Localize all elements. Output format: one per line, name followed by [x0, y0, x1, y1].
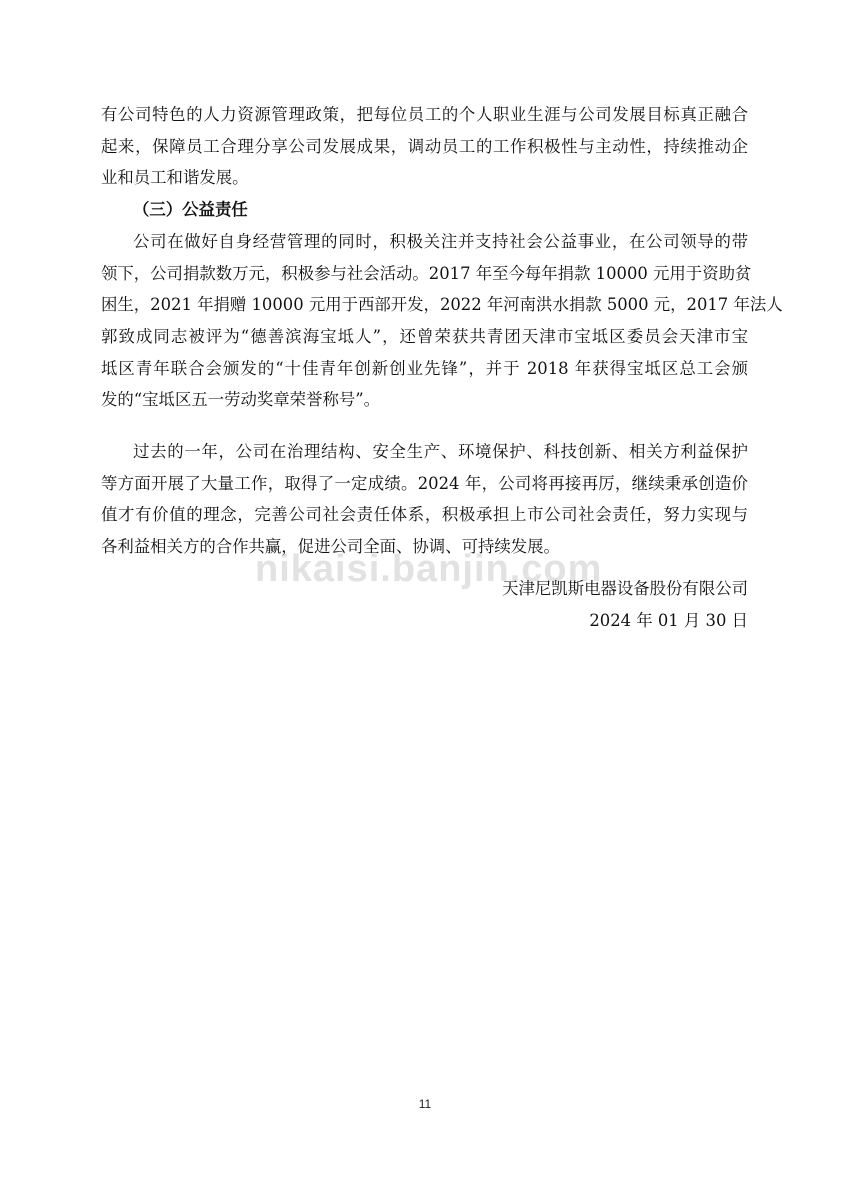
signature-date: 2024 年 01 月 30 日 — [589, 611, 748, 630]
watermark-text: nikaisi.banjin.com — [255, 548, 603, 590]
text-line: 起来，保障员工合理分享公司发展成果，调动员工的工作积极性与主动性，持续推动企 — [101, 136, 748, 156]
text-line: 领下，公司捐款数万元，积极参与社会活动。2017 年至今每年捐款 10000 元用于资助贫 — [101, 263, 752, 283]
section-heading: （三）公益责任 — [133, 200, 248, 219]
text-line: 各利益相关方的合作共赢，促进公司全面、协调、可持续发展。 — [101, 537, 560, 557]
text-line: 坻区青年联合会颁发的“十佳青年创新创业先锋”，并于 2018 年获得宝坻区总工会颁 — [101, 358, 748, 378]
text-line: 困生，2021 年捐赠 10000 元用于西部开发，2022 年河南洪水捐款 5000 元，2017 年法人 — [101, 295, 783, 315]
text-line: 过去的一年，公司在治理结构、安全生产、环境保护、科技创新、相关方利益保护 — [133, 442, 748, 461]
paragraph-public-welfare — [101, 226, 783, 416]
text-line: 郭致成同志被评为“德善滨海宝坻人”，还曾荣获共青团天津市宝坻区委员会天津市宝 — [101, 327, 748, 347]
paragraph-summary — [101, 436, 748, 563]
page-number: 11 — [418, 1097, 432, 1111]
text-line: 业和员工和谐发展。 — [101, 168, 249, 188]
paragraph-hr-policy — [101, 99, 748, 194]
text-line: 发的“宝坻区五一劳动奖章荣誉称号”。 — [101, 390, 381, 410]
text-line: 值才有价值的理念，完善公司社会责任体系，积极承担上市公司社会责任，努力实现与 — [101, 505, 748, 525]
section-heading-block — [101, 194, 748, 226]
text-line: 等方面开展了大量工作，取得了一定成绩。2024 年，公司将再接再厉，继续秉承创造价 — [101, 473, 748, 493]
signature-company: 天津尼凯斯电器设备股份有限公司 — [502, 579, 748, 598]
text-line: 有公司特色的人力资源管理政策，把每位员工的个人职业生涯与公司发展目标真正融合 — [101, 105, 748, 124]
text-line: 公司在做好自身经营管理的同时，积极关注并支持社会公益事业，在公司领导的带 — [133, 232, 748, 251]
